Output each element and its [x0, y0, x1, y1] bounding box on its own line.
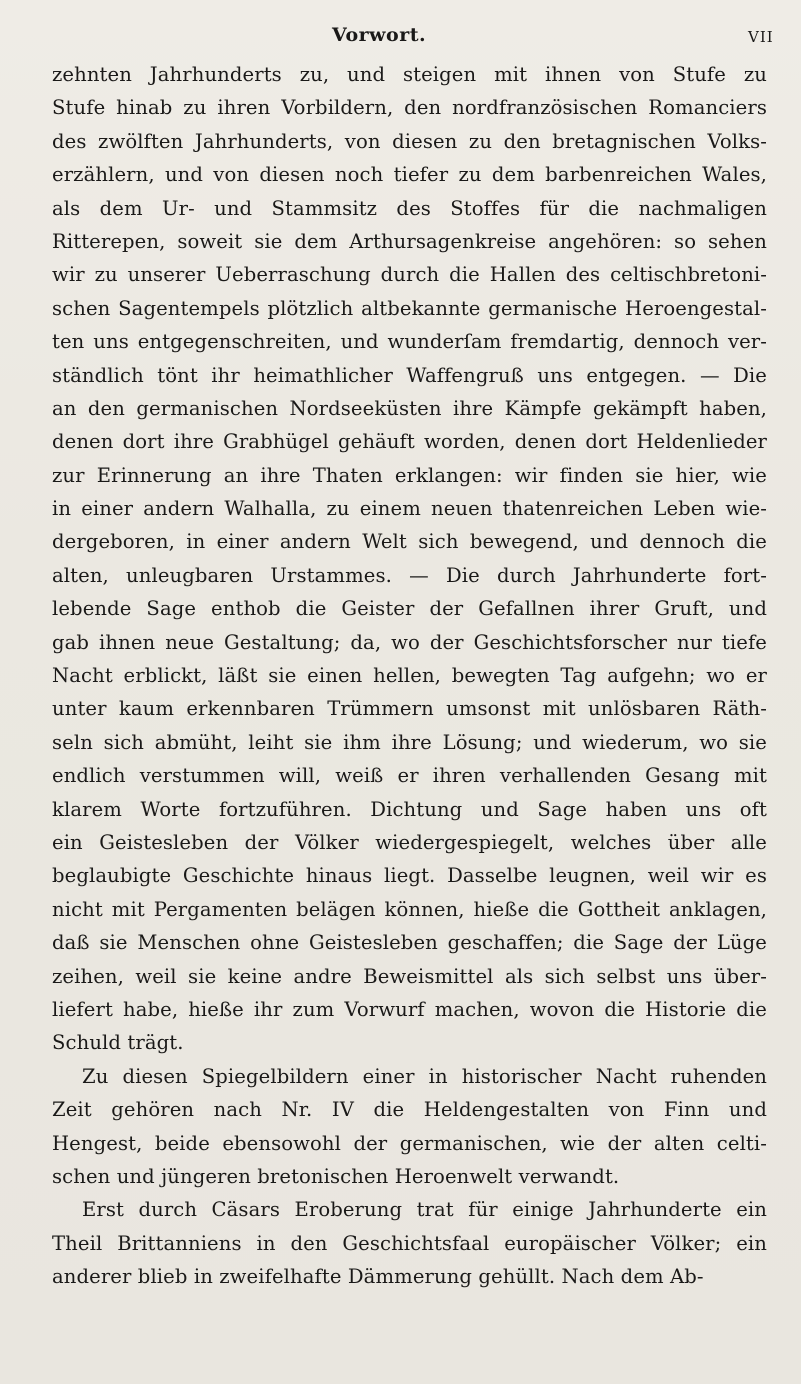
text-line: daß sie Menschen ohne Geistesleben geschaffen; die Sage der Lüge — [52, 931, 767, 955]
text-line: ständlich tönt ihr heimathlicher Waffengruß uns entgegen. — Die — [52, 363, 767, 387]
text-line: unter kaum erkennbaren Trümmern umsonst mit unlösbaren Räth- — [52, 697, 767, 721]
text-line: liefert habe, hieße ihr zum Vorwurf machen, wovon die Historie die — [52, 997, 767, 1021]
text-line: an den germanischen Nordseeküsten ihre Kämpfe gekämpft haben, — [52, 396, 767, 420]
text-line: endlich verstummen will, weiß er ihren verhallenden Gesang mit — [52, 764, 767, 788]
text-line: seln sich abmüht, leiht sie ihm ihre Lösung; und wiederum, wo sie — [52, 730, 767, 754]
text-line: nicht mit Pergamenten belägen können, hieße die Gottheit anklagen, — [52, 897, 767, 921]
text-line: klarem Worte fortzuführen. Dichtung und Sage haben uns oft — [52, 797, 767, 821]
text-line: Hengest, beide ebensowohl der germanischen, wie der alten celti- — [52, 1131, 767, 1155]
text-line: zehnten Jahrhunderts zu, und steigen mit ihnen von Stufe zu — [52, 63, 767, 86]
text-line: alten, unleugbaren Urstammes. — Die durch Jahrhunderte fort- — [52, 563, 767, 587]
running-head — [0, 20, 801, 52]
text-line: in einer andern Walhalla, zu einem neuen thatenreichen Leben wie- — [52, 497, 767, 521]
text-line: lebende Sage enthob die Geister der Gefallnen ihrer Gruft, und — [52, 597, 767, 621]
text-line: gab ihnen neue Gestaltung; da, wo der Geschichtsforscher nur tiefe — [52, 630, 767, 654]
text-line: Schuld trägt. — [52, 1031, 184, 1055]
text-line: erzählern, und von diesen noch tiefer zu dem barbenreichen Wales, — [52, 163, 767, 187]
text-line: als dem Ur- und Stammsitz des Stoffes für die nachmaligen — [52, 196, 767, 220]
text-line: Nacht erblickt, läßt sie einen hellen, bewegten Tag aufgehn; wo er — [52, 664, 767, 688]
text-line: dergeboren, in einer andern Welt sich bewegend, und dennoch die — [52, 530, 767, 554]
text-line: anderer blieb in zweifelhafte Dämmerung gehüllt. Nach dem Ab- — [52, 1265, 704, 1289]
text-line: ten uns entgegenschreiten, und wunderſam fremdartig, dennoch ver- — [52, 330, 767, 354]
body-text — [52, 58, 767, 1293]
running-head-title: Vorwort. — [332, 24, 427, 46]
text-line: beglaubigte Geschichte hinaus liegt. Dasselbe leugnen, weil wir es — [52, 864, 767, 888]
text-line: schen Sagentempels plötzlich altbekannte germanische Heroengestal- — [52, 296, 767, 320]
text-line: denen dort ihre Grabhügel gehäuft worden, denen dort Heldenlieder — [52, 430, 767, 454]
text-line: Ritterepen, soweit sie dem Arthursagenkreise angehören: so sehen — [52, 229, 767, 253]
text-line: Zu diesen Spiegelbildern einer in historischer Nacht ruhenden — [82, 1064, 767, 1088]
text-line: Stufe hinab zu ihren Vorbildern, den nordfranzösischen Romanciers — [52, 96, 767, 120]
text-line: des zwölften Jahrhunderts, von diesen zu den bretagnischen Volks- — [52, 129, 767, 153]
text-line: Zeit gehören nach Nr. IV die Heldengestalten von Finn und — [52, 1098, 767, 1122]
text-line: wir zu unserer Ueberraschung durch die Hallen des celtischbretoni- — [52, 263, 767, 287]
text-line: zeihen, weil sie keine andre Beweismittel als sich selbst uns über- — [52, 964, 767, 988]
text-line: schen und jüngeren bretonischen Heroenwelt verwandt. — [52, 1164, 620, 1188]
text-line: zur Erinnerung an ihre Thaten erklangen: wir finden sie hier, wie — [52, 463, 767, 487]
page-number: VII — [748, 28, 774, 46]
text-line: ein Geistesleben der Völker wiedergespiegelt, welches über alle — [52, 830, 767, 854]
text-line: Theil Brittanniens in den Geschichtsfaal europäischer Völker; ein — [52, 1231, 767, 1255]
text-line: Erst durch Cäsars Eroberung trat für einige Jahrhunderte ein — [82, 1198, 767, 1222]
